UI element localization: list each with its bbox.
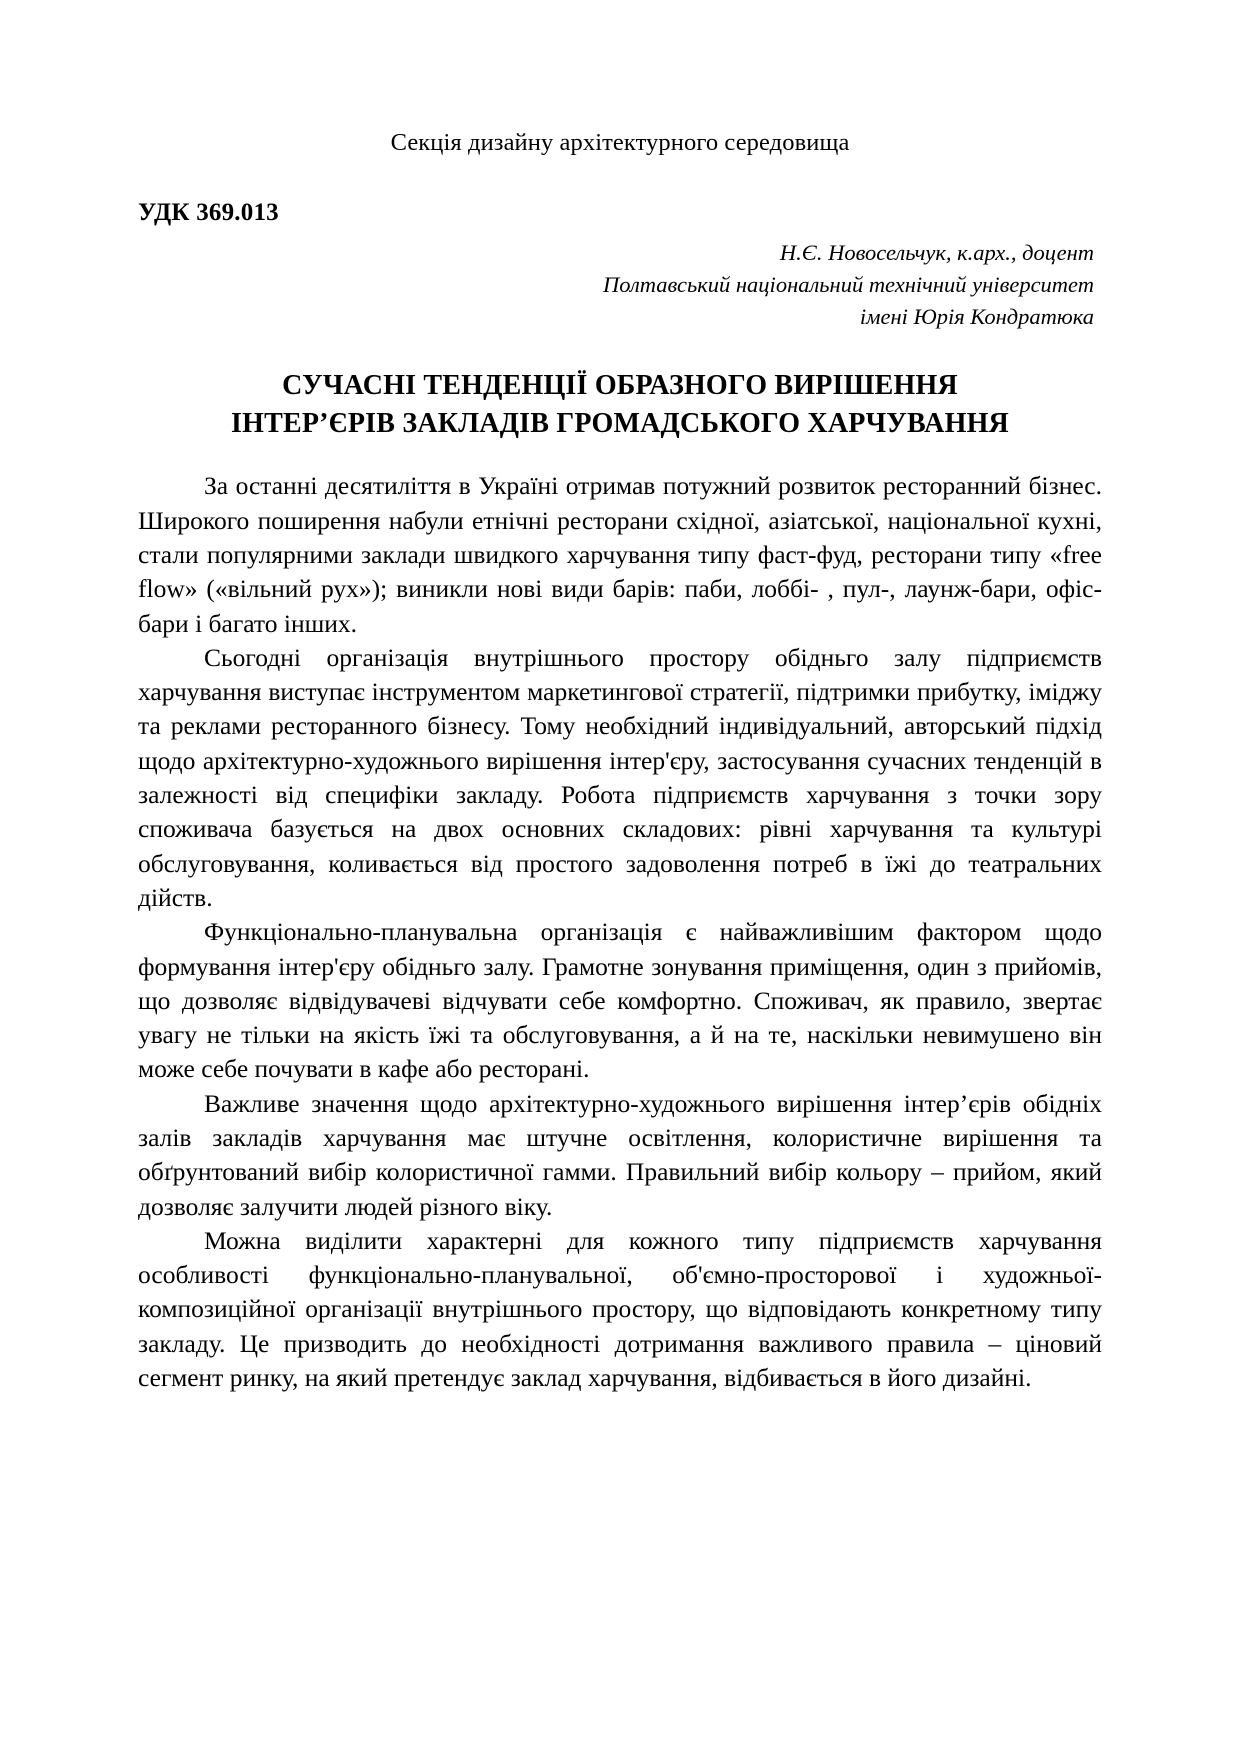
title-line-1: СУЧАСНІ ТЕНДЕНЦІЇ ОБРАЗНОГО ВИРІШЕННЯ bbox=[282, 370, 958, 402]
author-name: Н.Є. Новосельчук, к.арх., доцент bbox=[779, 240, 1094, 266]
article-body bbox=[138, 469, 1102, 1395]
paragraph: Функціонально-планувальна організація є найважливішим фактором щодо формування інтер'єру обідньго залу. Грамотне зонування приміщення, один з прийомів, що дозволяє відвідувачеві відчувати себе комфортно. Споживач, як правило, звертає увагу не тільки на якість їжі та обслуговування, а й на те, наскільки невимушено він може себе почувати в кафе або ресторані. bbox=[138, 917, 1102, 1084]
byline bbox=[138, 237, 1094, 333]
page-title bbox=[138, 367, 1102, 443]
title-line-2: ІНТЕР’ЄРІВ ЗАКЛАДІВ ГРОМАДСЬКОГО ХАРЧУВАННЯ bbox=[231, 408, 1009, 440]
paragraph: Сьогодні організація внутрішнього простору обідньго залу підприємств харчування виступає інструментом маркетингової стратегії, підтримки прибутку, іміджу та реклами ресторанного бізнесу. Тому необхідний індивідуальний, авторський підхід щодо архітектурно-художнього вирішення інтер'єру, застосування сучасних тенденцій в залежності від специфіки закладу. Робота підприємств харчування з точки зору споживача базується на двох основних складових: рівні харчування та культурі обслуговування, коливається від простого задоволення потреб в їжі до театральних дійств. bbox=[138, 642, 1102, 912]
affiliation-line-2: імені Юрія Кондратюка bbox=[859, 304, 1094, 330]
paragraph: За останні десятиліття в Україні отримав потужний розвиток ресторанний бізнес. Широкого поширення набули етнічні ресторани східної, азіатської, національної кухні, стали популярними заклади швидкого харчування типу фаст-фуд, ресторани типу «free flow» («вільний рух»); виникли нові види барів: паби, лоббі- , пул-, лаунж-бари, офіс-бари і багато інших. bbox=[138, 471, 1102, 638]
paragraph: Можна виділити характерні для кожного типу підприємств харчування особливості функціонально-планувальної, об'ємно-просторової і художньої-композиційної організації внутрішнього простору, що відповідають конкретному типу закладу. Це призводить до необхідності дотримання важливого правила – ціновий сегмент ринку, на який претендує заклад харчування, відбивається в його дизайні. bbox=[138, 1225, 1102, 1393]
running-head: Секція дизайну архітектурного середовища bbox=[390, 129, 850, 156]
udc-code: УДК 369.013 bbox=[138, 199, 279, 227]
affiliation-line-1: Полтавський національний технічний університет bbox=[603, 272, 1094, 298]
paragraph: Важливе значення щодо архітектурно-художнього вирішення інтер’єрів обідніх залів закладів харчування має штучне освітлення, колористичне вирішення та обґрунтований вибір колористичної гамми. Правильний вибір кольору – прийом, який дозволяє залучити людей різного віку. bbox=[138, 1088, 1102, 1221]
